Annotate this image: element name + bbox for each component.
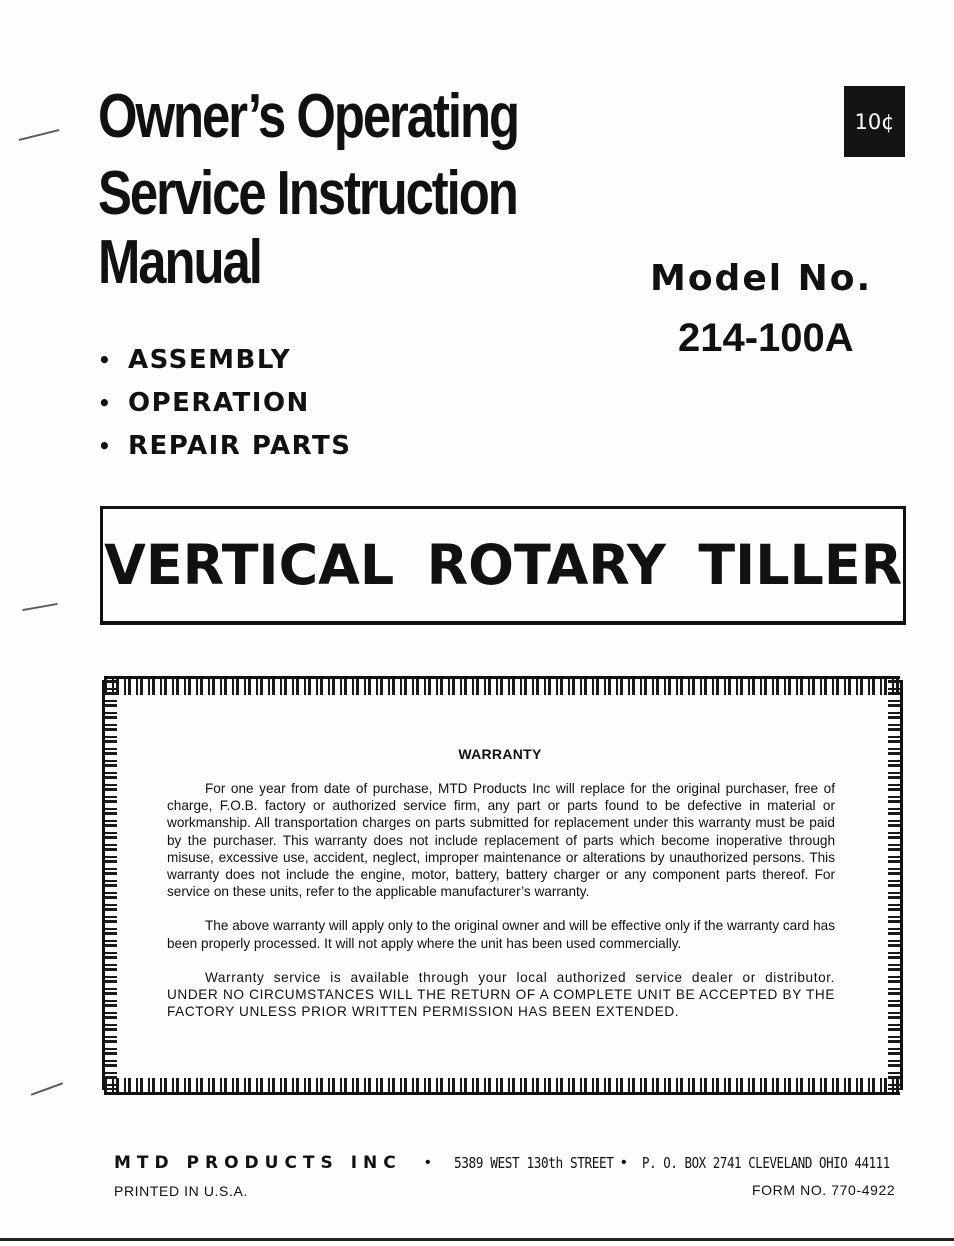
warranty-paragraph: The above warranty will apply only to the original owner and will be effective only if the warranty card has been properly processed. It will not apply where the unit has been used commercially.	[167, 918, 835, 951]
manual-title-line-1: Owner’s Operating	[98, 82, 518, 151]
scan-mark	[18, 129, 59, 141]
scan-mark	[22, 603, 58, 611]
feature-label: OPERATION	[128, 388, 310, 418]
warranty-body	[167, 780, 835, 1037]
warranty-paragraph: Warranty service is available through your local authorized service dealer or distributor. UNDER NO CIRCUMSTANCES WILL THE RETURN OF A COMPLETE UNIT BE ACCEPTED BY THE FACTORY UNLESS PRIOR WRITTEN PERMISSION HAS BEEN EXTENDED.	[167, 969, 835, 1020]
manual-title-line-2: Service Instruction	[98, 159, 517, 228]
feature-item	[98, 383, 351, 426]
feature-list	[98, 340, 351, 469]
product-banner	[100, 506, 906, 625]
feature-label: REPAIR PARTS	[128, 431, 352, 461]
price-badge: 10¢	[844, 86, 905, 157]
street-address: 5389 WEST 130th STREET	[454, 1154, 614, 1172]
bottom-rule	[0, 1238, 954, 1241]
manual-title-line-3: Manual	[98, 228, 261, 297]
bullet-icon: •	[425, 1154, 431, 1171]
form-number: FORM NO. 770-4922	[752, 1182, 896, 1198]
chain-border-right	[888, 680, 903, 1090]
model-number: 214-100A	[678, 316, 854, 360]
po-box-address: P. O. BOX 2741 CLEVELAND OHIO 44111	[642, 1154, 890, 1172]
warranty-heading: WARRANTY	[458, 746, 542, 762]
feature-item	[98, 340, 351, 383]
bullet-icon: •	[98, 391, 113, 415]
bullet-icon: •	[98, 434, 113, 458]
model-label: Model No.	[650, 258, 873, 299]
bullet-icon: •	[621, 1154, 627, 1171]
warranty-paragraph: For one year from date of purchase, MTD Products Inc will replace for the original purchaser, free of charge, F.O.B. factory or authorized service firm, any part or parts found to be defective in material or workmanship. All transportation charges on parts submitted for replacement under this warranty must be paid by the purchaser. This warranty does not include replacement of parts which become inoperative through misuse, excessive use, accident, neglect, improper maintenance or alterations by unauthorized persons. This warranty does not include the engine, motor, battery, battery charger or any component parts thereof. For service on these units, refer to the applicable manufacturer’s warranty.	[167, 781, 835, 900]
company-name: MTD PRODUCTS INC	[114, 1153, 402, 1173]
feature-label: ASSEMBLY	[128, 345, 292, 375]
chain-border-left	[102, 680, 117, 1090]
printed-in: PRINTED IN U.S.A.	[114, 1183, 248, 1199]
chain-border-top	[104, 676, 900, 695]
feature-item	[98, 426, 351, 469]
chain-border-bottom	[104, 1078, 900, 1095]
bullet-icon: •	[98, 348, 113, 372]
scan-mark	[31, 1082, 64, 1096]
product-name: VERTICAL ROTARY TILLER	[103, 533, 903, 597]
